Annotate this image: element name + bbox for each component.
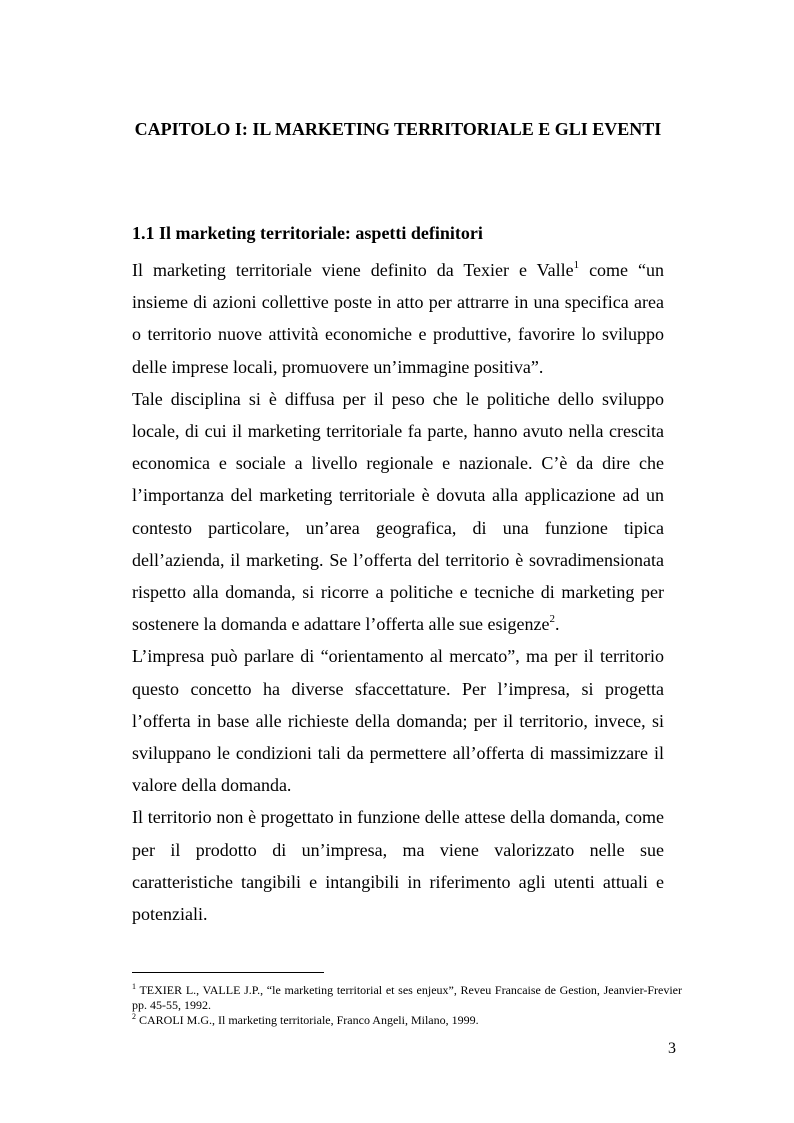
body-text	[132, 254, 664, 930]
footnote-1-text: TEXIER L., VALLE J.P., “le marketing territorial et ses enjeux”, Reveu Francaise de Gestion, Jeanvier-Frevier pp. 45-55, 1992.	[132, 983, 682, 1012]
footnote-2	[132, 1013, 682, 1028]
footnote-separator	[132, 972, 324, 973]
footnote-2-mark: 2	[132, 1012, 136, 1021]
footnote-ref-1: 1	[573, 259, 580, 271]
paragraph-3: L’impresa può parlare di “orientamento al mercato”, ma per il territorio questo concetto ha diverse sfaccettature. Per l’impresa, si progetta l’offerta in base alle richieste della domanda; per il territorio, invece, si sviluppano le condizioni tali da permettere all’offerta di massimizzare il valore della domanda.	[132, 646, 664, 796]
page-number: 3	[668, 1040, 676, 1057]
footnote-ref-2: 2	[549, 613, 555, 626]
paragraph-2-text-b: .	[554, 614, 560, 635]
paragraph-1-text-a: Il marketing territoriale viene definito da Texier e Valle	[132, 260, 574, 280]
paragraph-1	[132, 254, 664, 383]
footnote-2-text: CAROLI M.G., Il marketing territoriale, Franco Angeli, Milano, 1999.	[136, 1013, 479, 1027]
section-heading: 1.1 Il marketing territoriale: aspetti definitori	[132, 223, 483, 243]
footnote-1-mark: 1	[132, 982, 136, 991]
paragraph-4: Il territorio non è progettato in funzione delle attese della domanda, come per il prodotto di un’impresa, ma viene valorizzato nelle sue caratteristiche tangibili e intangibili in riferimento agli utenti attuali e potenziali.	[132, 807, 664, 925]
chapter-title: CAPITOLO I: IL MARKETING TERRITORIALE E GLI EVENTI	[134, 119, 662, 139]
paragraph-2-text-a: Tale disciplina si è diffusa per il peso che le politiche dello sviluppo locale, di cui il marketing territoriale fa parte, hanno avuto nella crescita economica e sociale a livello regionale e nazionale. C’è da dire che l’importanza del marketing territoriale è dovuta alla applicazione ad un contesto particolare, un’area geografica, di una funzione tipica dell’azienda, il marketing. Se l’offerta del territorio è sovradimensionata rispetto alla domanda, si ricorre a politiche e tecniche di marketing per sostenere la domanda e adattare l’offerta alle sue esigenze	[132, 388, 664, 635]
paragraph-1-text-b: come “un insieme di azioni collettive poste in atto per attrarre in una specifica area o territorio nuove attività economiche e produttive, favorire lo sviluppo delle imprese locali, promuovere un’immagine positiva”.	[132, 260, 664, 377]
footnotes	[132, 983, 682, 1028]
footnote-1	[132, 983, 682, 1013]
paragraph-2	[132, 383, 664, 641]
